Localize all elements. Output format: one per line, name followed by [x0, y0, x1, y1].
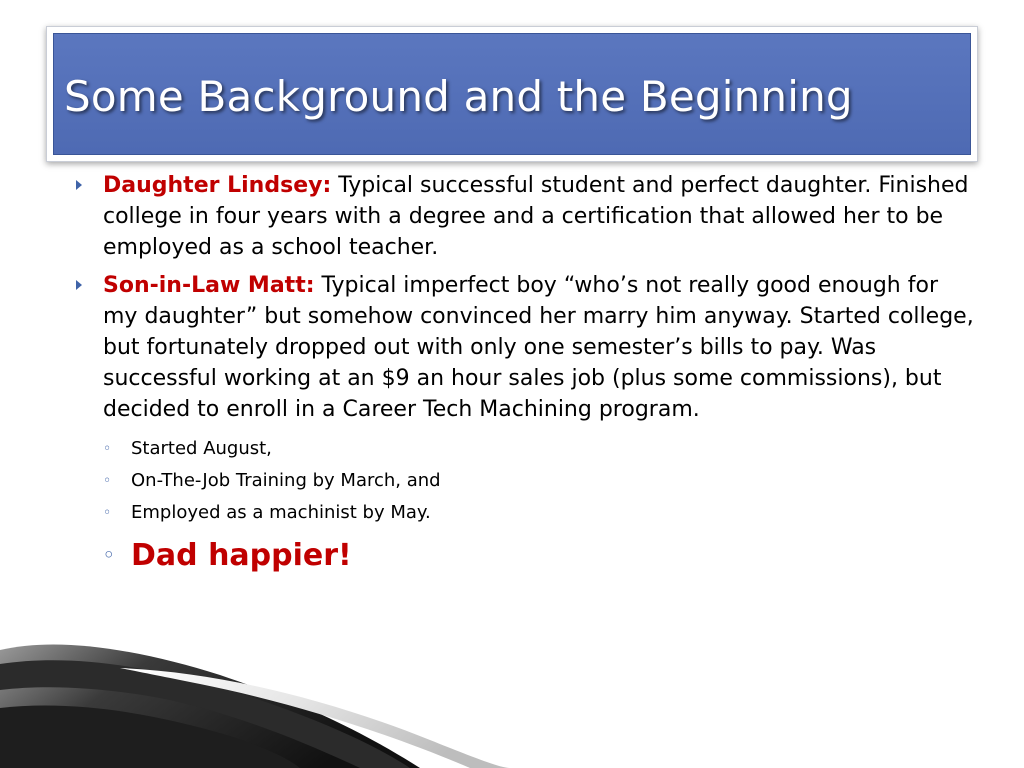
bullet-text: Typical imperfect boy “who’s not really good enough for my daughter” but somehow convinced her marry him anyway. Started college, but fortunately dropped out with only one semester’s bills to pay. Was successful working at an $9 an hour sales job (plus some commissions), but decided to enroll in a Career Tech Machining program.: [103, 273, 974, 422]
title-box: [53, 33, 971, 155]
bullet-item-matt: [74, 270, 974, 425]
circle-bullet-icon: ◦: [103, 505, 112, 521]
sub-bullet-text: Employed as a machinist by May.: [131, 502, 431, 523]
sub-bullet-item: [103, 433, 974, 465]
triangle-bullet-icon: [76, 180, 82, 190]
sub-bullet-text: On-The-Job Training by March, and: [131, 470, 441, 491]
triangle-bullet-icon: [76, 280, 82, 290]
circle-bullet-icon: ◦: [103, 473, 112, 489]
slide-content: [74, 170, 974, 579]
title-frame: [46, 26, 978, 162]
sub-bullet-text: Started August,: [131, 438, 272, 459]
sub-bullet-list: [103, 433, 974, 579]
sub-bullet-text: Dad happier!: [131, 538, 352, 573]
circle-bullet-icon: ◦: [103, 545, 115, 566]
bullet-item-lindsey: [74, 170, 974, 263]
sub-bullet-item: [103, 465, 974, 497]
slide-title: Some Background and the Beginning: [64, 72, 853, 121]
bullet-text: Typical successful student and perfect daughter. Finished college in four years with a degree and a certification that allowed her to be employed as a school teacher.: [103, 173, 969, 260]
sub-bullet-item: [103, 497, 974, 529]
sub-bullet-item-emphasis: [103, 533, 974, 579]
bullet-lead: Daughter Lindsey:: [103, 173, 332, 198]
bullet-lead: Son-in-Law Matt:: [103, 273, 315, 298]
circle-bullet-icon: ◦: [103, 441, 112, 457]
